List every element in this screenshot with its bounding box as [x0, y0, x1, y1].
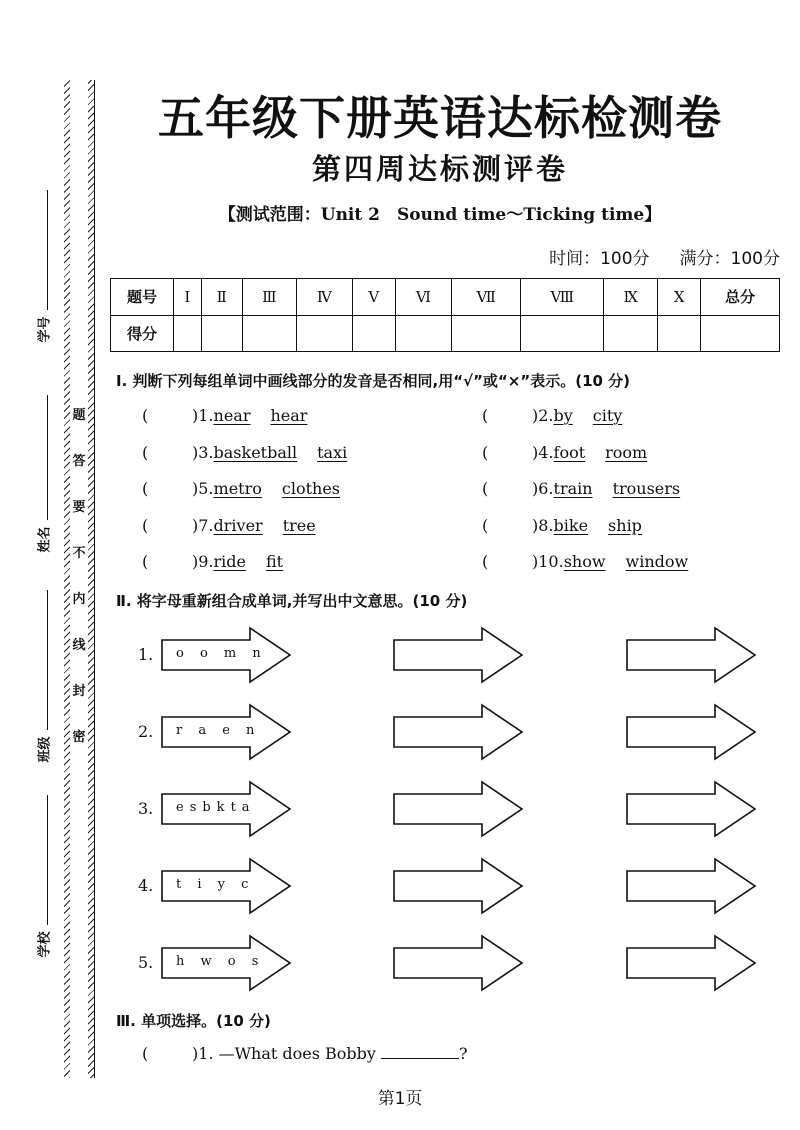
student-id-label: 学号 [37, 316, 53, 343]
word-2: clothes [281, 479, 340, 498]
word-answer-arrow[interactable] [392, 626, 524, 684]
word-answer-arrow[interactable] [392, 857, 524, 915]
column-header: Ⅰ [174, 279, 202, 316]
seal-char: 线 [72, 638, 86, 653]
item-number: )1. [192, 406, 214, 425]
arrow-shape[interactable] [625, 780, 757, 838]
word-2: ship [608, 515, 642, 535]
binding-seal-band [70, 80, 88, 1078]
score-table [110, 278, 780, 352]
answer-paren[interactable]: ( [482, 515, 489, 535]
letters-arrow [160, 780, 292, 838]
scrambled-letters: o o m n [176, 646, 267, 661]
item-number: 5. [138, 953, 154, 972]
question-number-row [111, 279, 780, 316]
pronunciation-item [482, 516, 642, 535]
meaning-answer-arrow[interactable] [625, 934, 757, 992]
question-end: ? [459, 1044, 468, 1063]
score-cell[interactable] [201, 315, 242, 352]
letters-arrow [160, 626, 292, 684]
scrambled-letters: t i y c [176, 877, 255, 892]
word-1: foot [553, 442, 586, 462]
pronunciation-item [142, 516, 316, 535]
school-label: 学校 [37, 931, 53, 958]
total-header: 总分 [701, 279, 780, 316]
pronunciation-item [142, 479, 340, 498]
seal-char: 密 [72, 730, 86, 745]
item-number: )5. [192, 479, 214, 498]
item-number: 1. [138, 645, 154, 664]
answer-paren[interactable]: ( [482, 406, 489, 425]
name-line [47, 395, 48, 520]
scrambled-letters: r a e n [176, 723, 261, 738]
answer-paren[interactable]: ( [142, 515, 149, 535]
meaning-answer-arrow[interactable] [625, 780, 757, 838]
student-id-line [47, 190, 48, 310]
question-text: )1. —What does Bobby [192, 1044, 376, 1063]
score-cell[interactable] [395, 315, 451, 352]
arrow-shape[interactable] [392, 857, 524, 915]
answer-paren[interactable]: ( [482, 479, 489, 498]
word-1: by [553, 406, 573, 425]
word-answer-arrow[interactable] [392, 934, 524, 992]
class-line [47, 590, 48, 730]
score-cell[interactable] [352, 315, 395, 352]
arrow-shape[interactable] [625, 857, 757, 915]
test-range: 【测试范围：Unit 2 Sound time～Ticking time】 [218, 205, 662, 225]
seal-char: 封 [72, 684, 86, 699]
answer-paren[interactable]: ( [142, 406, 149, 425]
score-cell[interactable] [604, 315, 658, 352]
column-header: Ⅳ [296, 279, 352, 316]
answer-paren[interactable]: ( [142, 442, 149, 462]
pronunciation-item [482, 479, 680, 498]
score-cell[interactable] [658, 315, 701, 352]
scrambled-letters: esbkta [176, 800, 256, 815]
arrow-shape[interactable] [392, 703, 524, 761]
total-score-cell[interactable] [701, 315, 780, 352]
arrow-shape[interactable] [625, 934, 757, 992]
score-cell[interactable] [174, 315, 202, 352]
score-row [111, 315, 780, 352]
answer-paren[interactable]: ( [142, 1044, 149, 1063]
item-number: )6. [532, 479, 554, 498]
word-1: show [563, 552, 606, 571]
row-label: 题号 [111, 279, 174, 316]
meaning-answer-arrow[interactable] [625, 703, 757, 761]
word-1: near [213, 406, 251, 425]
column-header: Ⅲ [242, 279, 296, 316]
binding-border-line [94, 80, 95, 1078]
arrow-shape[interactable] [392, 934, 524, 992]
school-line [47, 795, 48, 925]
word-2: hear [270, 406, 308, 425]
seal-char: 题 [72, 408, 86, 423]
section1-heading: Ⅰ. 判断下列每组单词中画线部分的发音是否相同,用“√”或“×”表示。(10 分) [116, 372, 631, 390]
section3-heading: Ⅲ. 单项选择。(10 分) [116, 1012, 271, 1030]
score-cell[interactable] [242, 315, 296, 352]
column-header: Ⅹ [658, 279, 701, 316]
scrambled-letters: h w o s [176, 954, 265, 969]
seal-char: 答 [72, 454, 86, 469]
meaning-answer-arrow[interactable] [625, 857, 757, 915]
word-2: tree [282, 515, 316, 535]
word-2: city [592, 406, 623, 425]
arrow-shape[interactable] [625, 703, 757, 761]
exam-subtitle: 第四周达标测评卷 [311, 152, 568, 186]
word-2: fit [266, 552, 284, 571]
item-number: 2. [138, 722, 154, 741]
word-2: window [625, 552, 689, 571]
score-cell[interactable] [296, 315, 352, 352]
row-label: 得分 [111, 315, 174, 352]
word-2: trousers [612, 479, 681, 498]
column-header: Ⅸ [604, 279, 658, 316]
answer-paren[interactable]: ( [142, 552, 149, 571]
word-1: driver [213, 515, 263, 535]
letters-arrow [160, 857, 292, 915]
pronunciation-item [142, 552, 283, 571]
column-header: Ⅴ [352, 279, 395, 316]
item-number: )10. [532, 552, 564, 571]
word-1: train [553, 479, 593, 498]
word-2: room [605, 442, 648, 462]
item-number: )3. [192, 442, 214, 462]
column-header: Ⅵ [395, 279, 451, 316]
answer-paren[interactable]: ( [482, 442, 489, 462]
arrow-shape[interactable] [392, 626, 524, 684]
section2-heading: Ⅱ. 将字母重新组合成单词,并写出中文意思。(10 分) [116, 592, 468, 610]
class-label: 班级 [37, 736, 53, 763]
score-cell[interactable] [452, 315, 521, 352]
score-cell[interactable] [521, 315, 604, 352]
time-and-score [549, 244, 780, 269]
answer-blank[interactable] [381, 1044, 459, 1059]
item-number: )7. [192, 515, 214, 535]
meaning-answer-arrow[interactable] [625, 626, 757, 684]
item-number: 3. [138, 799, 154, 818]
letters-arrow [160, 934, 292, 992]
choice-question-1 [142, 1044, 468, 1063]
pronunciation-item [482, 406, 622, 425]
word-1: metro [213, 479, 262, 498]
answer-paren[interactable]: ( [482, 552, 489, 571]
seal-char: 要 [72, 500, 86, 515]
column-header: Ⅷ [521, 279, 604, 316]
word-answer-arrow[interactable] [392, 780, 524, 838]
item-number: )8. [532, 515, 554, 535]
pronunciation-item [142, 443, 347, 462]
exam-title: 五年级下册英语达标检测卷 [158, 91, 722, 145]
word-1: ride [213, 552, 246, 571]
item-number: 4. [138, 876, 154, 895]
page-number: 第1页 [377, 1089, 423, 1109]
word-1: basketball [213, 442, 298, 462]
arrow-shape[interactable] [392, 780, 524, 838]
seal-char: 内 [72, 592, 86, 607]
full-score: 满分：100分 [679, 249, 780, 269]
pronunciation-item [482, 443, 647, 462]
answer-paren[interactable]: ( [142, 479, 149, 498]
item-number: )9. [192, 552, 214, 571]
word-1: bike [553, 515, 589, 535]
pronunciation-item [142, 406, 307, 425]
column-header: Ⅱ [201, 279, 242, 316]
column-header: Ⅶ [452, 279, 521, 316]
item-number: )2. [532, 406, 554, 425]
letters-arrow [160, 703, 292, 761]
word-answer-arrow[interactable] [392, 703, 524, 761]
pronunciation-item [482, 552, 688, 571]
item-number: )4. [532, 442, 554, 462]
name-label: 姓名 [37, 526, 53, 553]
time-limit: 时间：100分 [549, 249, 650, 269]
seal-char: 不 [72, 546, 86, 561]
arrow-shape[interactable] [625, 626, 757, 684]
word-2: taxi [317, 442, 348, 462]
